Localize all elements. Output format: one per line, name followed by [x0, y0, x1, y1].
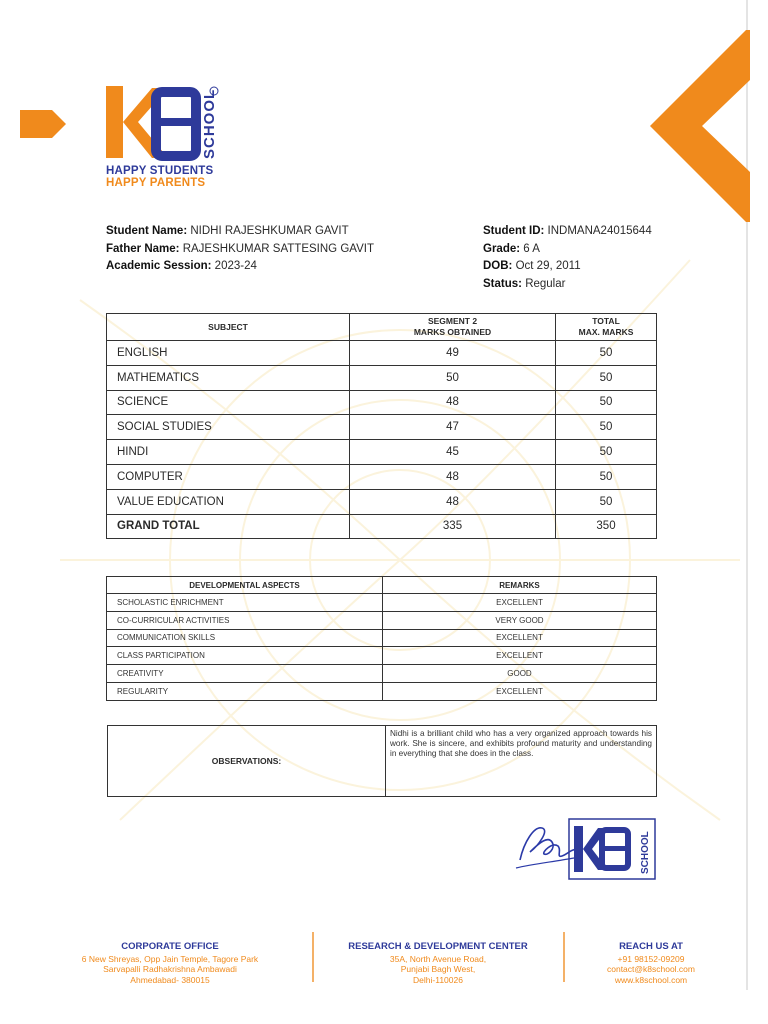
- obtained-cell: 48: [350, 390, 556, 415]
- student-info-right: [483, 223, 652, 293]
- obtained-cell: 45: [350, 440, 556, 465]
- segment-header: SEGMENT 2 MARKS OBTAINED: [350, 314, 556, 341]
- obtained-cell: 50: [350, 365, 556, 390]
- remark-cell: EXCELLENT: [383, 594, 657, 612]
- max-cell: 50: [556, 341, 657, 366]
- research-center-title: RESEARCH & DEVELOPMENT CENTER: [348, 941, 528, 952]
- logo-school-text: [201, 89, 218, 159]
- obtained-cell: 49: [350, 341, 556, 366]
- aspect-cell: CO-CURRICULAR ACTIVITIES: [107, 611, 383, 629]
- grand-total-obtained: 335: [350, 514, 556, 539]
- table-row: [107, 341, 657, 366]
- svg-text:SCHOOL: SCHOOL: [640, 831, 651, 874]
- student-id-row: Student ID: INDMANA24015644: [483, 225, 652, 237]
- grand-total-label: GRAND TOTAL: [107, 514, 350, 539]
- remark-cell: EXCELLENT: [383, 682, 657, 700]
- aspect-cell: CREATIVITY: [107, 665, 383, 683]
- remarks-header: REMARKS: [383, 577, 657, 594]
- table-row: [107, 415, 657, 440]
- student-name-row: Student Name: NIDHI RAJESHKUMAR GAVIT: [106, 225, 349, 237]
- school-stamp: [568, 818, 658, 882]
- table-row: [107, 365, 657, 390]
- father-name: RAJESHKUMAR SATTESING GAVIT: [182, 242, 374, 255]
- footer-divider: [563, 932, 565, 982]
- remark-cell: EXCELLENT: [383, 629, 657, 647]
- orange-arrow-decoration: [20, 107, 68, 141]
- academic-session: 2023-24: [214, 260, 257, 272]
- subject-cell: VALUE EDUCATION: [107, 489, 350, 514]
- aspect-cell: COMMUNICATION SKILLS: [107, 629, 383, 647]
- footer-corporate-office: CORPORATE OFFICE 6 New Shreyas, Opp Jain Temple, Tagore Park Sarvapalli Radhakrishna Ambawadi Ahmedabad- 380015: [60, 942, 280, 985]
- tagline-line-2: HAPPY PARENTS: [106, 177, 206, 189]
- footer-reach-us: [596, 942, 706, 985]
- academic-session-row: Academic Session: 2023-24: [106, 260, 257, 272]
- table-row: [107, 665, 657, 683]
- dob-row: DOB: Oct 29, 2011: [483, 260, 581, 272]
- table-row: [107, 440, 657, 465]
- max-cell: 50: [556, 489, 657, 514]
- marks-table: [106, 313, 657, 539]
- subject-cell: SOCIAL STUDIES: [107, 415, 350, 440]
- footer-divider: [312, 932, 314, 982]
- grade-row: Grade: 6 A: [483, 242, 540, 255]
- table-row: [107, 464, 657, 489]
- student-name: NIDHI RAJESHKUMAR GAVIT: [190, 225, 349, 237]
- remark-cell: EXCELLENT: [383, 647, 657, 665]
- table-row: [107, 390, 657, 415]
- grand-total-row: [107, 514, 657, 539]
- dev-header-row: [107, 577, 657, 594]
- subject-cell: HINDI: [107, 440, 350, 465]
- aspect-cell: REGULARITY: [107, 682, 383, 700]
- marks-header-row: [107, 314, 657, 341]
- observations-row: [108, 726, 657, 797]
- observations-table: [107, 725, 657, 797]
- subject-cell: MATHEMATICS: [107, 365, 350, 390]
- footer-research-center: RESEARCH & DEVELOPMENT CENTER 35A, North Avenue Road, Punjabi Bagh West, Delhi-110026: [336, 942, 540, 985]
- subject-cell: SCIENCE: [107, 390, 350, 415]
- status: Regular: [525, 277, 566, 290]
- aspect-header: DEVELOPMENTAL ASPECTS: [107, 577, 383, 594]
- aspect-cell: CLASS PARTICIPATION: [107, 647, 383, 665]
- student-info-left: [106, 223, 374, 276]
- corporate-office-title: CORPORATE OFFICE: [121, 941, 219, 952]
- subject-cell: ENGLISH: [107, 341, 350, 366]
- status-row: Status: Regular: [483, 277, 566, 290]
- max-cell: 50: [556, 440, 657, 465]
- developmental-aspects-table: [106, 576, 657, 701]
- subject-cell: COMPUTER: [107, 464, 350, 489]
- tagline-line-1: HAPPY STUDENTS: [106, 165, 214, 177]
- website-link[interactable]: www.k8school.com: [614, 974, 688, 985]
- remark-cell: GOOD: [383, 665, 657, 683]
- tagline: [106, 165, 213, 189]
- table-row: [107, 489, 657, 514]
- table-row: [107, 647, 657, 665]
- contact-email[interactable]: contact@k8school.com: [606, 964, 695, 974]
- subject-header: SUBJECT: [107, 314, 350, 341]
- aspect-cell: SCHOLASTIC ENRICHMENT: [107, 594, 383, 612]
- max-marks-header: TOTAL MAX. MARKS: [556, 314, 657, 341]
- obtained-cell: 48: [350, 464, 556, 489]
- grade: 6 A: [523, 242, 540, 255]
- max-cell: 50: [556, 415, 657, 440]
- max-cell: 50: [556, 390, 657, 415]
- dob: Oct 29, 2011: [515, 260, 581, 272]
- svg-text:SCHOOL: SCHOOL: [201, 88, 218, 159]
- max-cell: 50: [556, 365, 657, 390]
- grand-total-max: 350: [556, 514, 657, 539]
- table-row: [107, 629, 657, 647]
- father-name-row: Father Name: RAJESHKUMAR SATTESING GAVIT: [106, 242, 374, 255]
- table-row: [107, 682, 657, 700]
- observations-label: OBSERVATIONS:: [108, 726, 386, 797]
- table-row: [107, 594, 657, 612]
- remark-cell: VERY GOOD: [383, 611, 657, 629]
- phone-number: +91 98152-09209: [617, 953, 685, 964]
- observations-text: Nidhi is a brilliant child who has a very organized approach towards his work. She is sincere, and exhibits profound maturity and understanding in everything that she does in the class.: [386, 726, 657, 797]
- table-row: [107, 611, 657, 629]
- student-id: INDMANA24015644: [547, 225, 652, 237]
- obtained-cell: 48: [350, 489, 556, 514]
- school-logo: [104, 84, 224, 164]
- obtained-cell: 47: [350, 415, 556, 440]
- orange-chevron-decoration: [650, 30, 750, 222]
- max-cell: 50: [556, 464, 657, 489]
- reach-us-title: REACH US AT: [619, 941, 683, 952]
